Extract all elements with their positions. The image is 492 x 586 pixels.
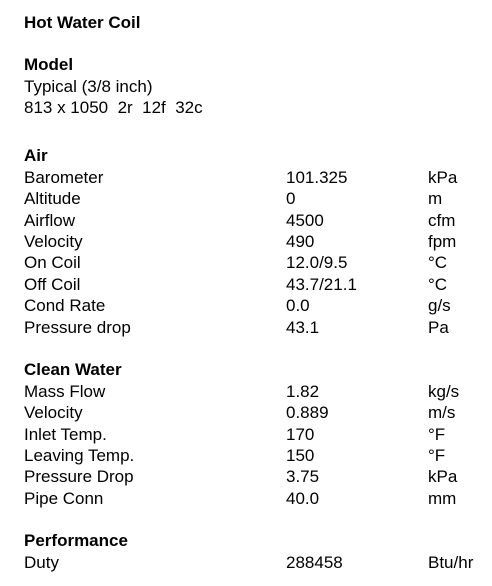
- row-unit: °F: [428, 424, 446, 444]
- water-row-pressure-drop: [24, 466, 492, 487]
- perf-row-duty: [24, 552, 492, 573]
- page-title: Hot Water Coil: [24, 13, 141, 32]
- model-section: [24, 54, 492, 119]
- row-value: 3.75: [286, 467, 320, 487]
- row-value: 0.0: [286, 296, 310, 316]
- water-row-leaving-temp: [24, 445, 492, 466]
- row-label: Inlet Temp.: [24, 424, 107, 444]
- row-unit: m: [428, 189, 443, 209]
- row-unit: kg/s: [428, 381, 460, 401]
- row-label: Duty: [24, 553, 59, 573]
- row-value: 490: [286, 231, 315, 251]
- row-value: 12.0/9.5: [286, 253, 348, 273]
- row-unit: g/s: [428, 296, 451, 316]
- row-label: On Coil: [24, 253, 81, 273]
- model-heading: Model: [24, 55, 74, 74]
- row-unit: m/s: [428, 403, 456, 423]
- row-value: 0: [286, 189, 296, 209]
- row-label: Cond Rate: [24, 296, 106, 316]
- air-row-pressure-drop: [24, 317, 492, 338]
- row-label: Barometer: [24, 167, 104, 187]
- row-label: Pressure drop: [24, 317, 131, 337]
- row-unit: °C: [428, 274, 448, 294]
- water-row-inlet-temp: [24, 424, 492, 445]
- row-unit: kPa: [428, 467, 458, 487]
- row-unit: °F: [428, 446, 446, 466]
- row-label: Airflow: [24, 210, 76, 230]
- air-section: [24, 145, 492, 338]
- air-row-airflow: [24, 210, 492, 231]
- row-value: 1.82: [286, 381, 320, 401]
- row-label: Mass Flow: [24, 381, 106, 401]
- row-label: Altitude: [24, 189, 81, 209]
- row-unit: fpm: [428, 231, 457, 251]
- row-unit: cfm: [428, 210, 456, 230]
- air-row-altitude: [24, 188, 492, 209]
- air-row-on-coil: [24, 252, 492, 273]
- row-label: Velocity: [24, 231, 83, 251]
- row-value: 0.889: [286, 403, 329, 423]
- row-unit: mm: [428, 488, 457, 508]
- coil-datasheet: [24, 12, 492, 574]
- water-row-mass-flow: [24, 381, 492, 402]
- clean-water-heading: Clean Water: [24, 359, 122, 379]
- model-description: Typical (3/8 inch): [24, 77, 153, 96]
- performance-section: [24, 530, 492, 573]
- air-row-barometer: [24, 167, 492, 188]
- row-value: 43.7/21.1: [286, 274, 357, 294]
- clean-water-section: [24, 359, 492, 509]
- model-spec: 813 x 1050 2r 12f 32c: [24, 98, 203, 118]
- row-value: 170: [286, 424, 315, 444]
- row-label: Off Coil: [24, 274, 81, 294]
- air-row-off-coil: [24, 274, 492, 295]
- water-row-velocity: [24, 402, 492, 423]
- row-label: Pipe Conn: [24, 488, 104, 508]
- row-unit: Btu/hr: [428, 553, 474, 573]
- air-row-cond-rate: [24, 295, 492, 316]
- row-value: 43.1: [286, 317, 320, 337]
- water-row-pipe-conn: [24, 488, 492, 509]
- row-label: Velocity: [24, 403, 83, 423]
- row-label: Pressure Drop: [24, 467, 134, 487]
- performance-heading: Performance: [24, 531, 128, 551]
- row-value: 40.0: [286, 488, 320, 508]
- row-value: 101.325: [286, 167, 348, 187]
- row-unit: °C: [428, 253, 448, 273]
- row-value: 288458: [286, 553, 343, 573]
- air-heading: Air: [24, 145, 48, 165]
- row-unit: Pa: [428, 317, 449, 337]
- air-row-velocity: [24, 231, 492, 252]
- row-unit: kPa: [428, 167, 458, 187]
- row-value: 4500: [286, 210, 324, 230]
- row-label: Leaving Temp.: [24, 446, 135, 466]
- row-value: 150: [286, 446, 315, 466]
